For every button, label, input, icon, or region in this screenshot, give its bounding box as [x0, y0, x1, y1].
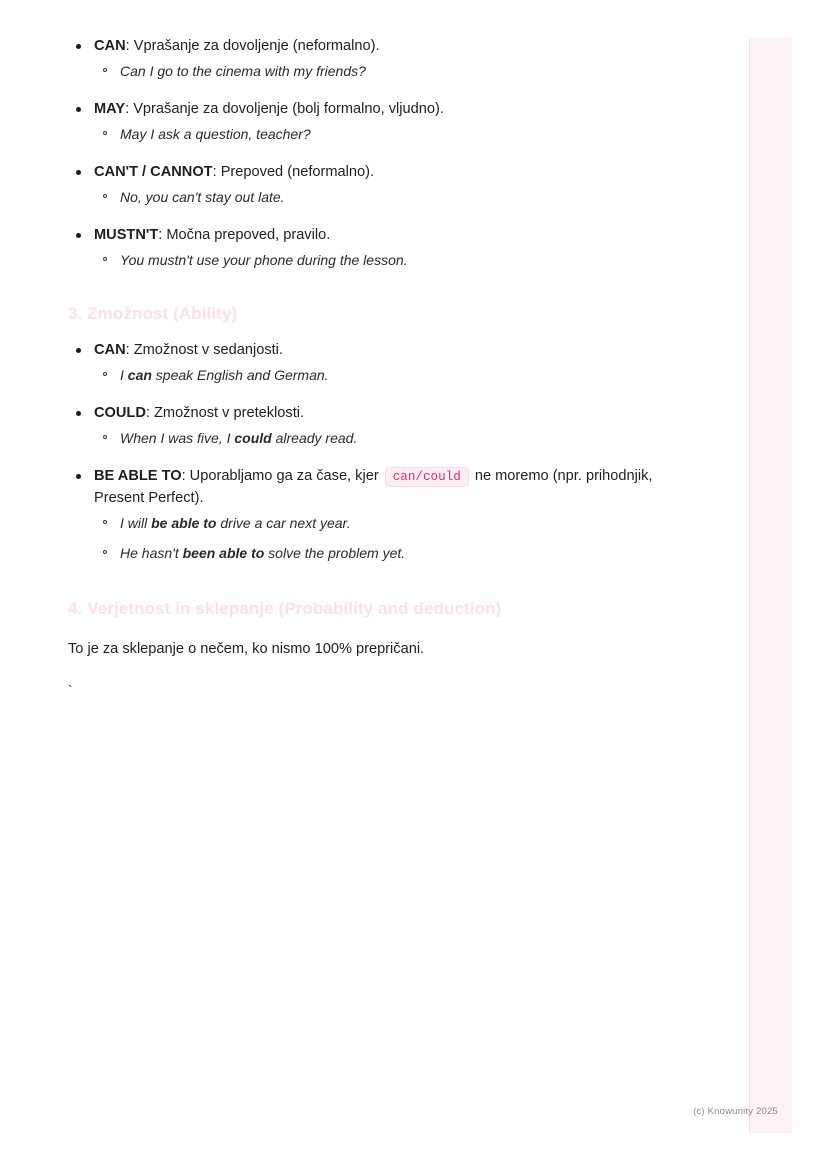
footer-copyright: (c) Knowunity 2025	[693, 1106, 778, 1117]
list-item-term: MAY	[94, 101, 126, 117]
list-item	[68, 340, 688, 385]
example-item	[94, 513, 688, 533]
example-list	[94, 250, 688, 270]
list-item	[68, 99, 688, 144]
example-text: No, you can't stay out late.	[120, 189, 285, 205]
example-emphasis: could	[234, 430, 272, 446]
list-item-term: BE ABLE TO	[94, 468, 182, 484]
list-item-definition: : Zmožnost v sedanjosti.	[125, 342, 283, 358]
example-text-tail: already read.	[271, 430, 358, 446]
list-item	[68, 403, 688, 448]
list-item-text	[94, 162, 688, 183]
bullet-list-ability	[68, 340, 688, 563]
inline-code-can-could: can/could	[385, 467, 469, 487]
example-text: I	[120, 367, 128, 383]
example-item	[94, 428, 688, 448]
list-item	[68, 466, 688, 563]
list-item-term: CAN	[94, 38, 126, 54]
list-item-text	[94, 340, 688, 361]
list-item-definition: : Zmožnost v preteklosti.	[145, 405, 305, 421]
list-item-term: CAN	[94, 342, 126, 358]
list-item-definition: : Prepoved (neformalno).	[212, 164, 375, 180]
example-emphasis: been able to	[182, 545, 265, 561]
list-item-text	[94, 403, 688, 424]
example-text: May I ask a question, teacher?	[120, 126, 311, 142]
example-text-tail: drive a car next year.	[216, 515, 351, 531]
example-item	[94, 365, 688, 385]
example-list	[94, 513, 688, 563]
section-4-paragraph: To je za sklepanje o nečem, ko nismo 100% prepričani.	[68, 641, 425, 657]
list-item-definition: : Vprašanje za dovoljenje (bolj formalno, vljudno).	[125, 101, 444, 117]
list-item-term: COULD	[94, 405, 146, 421]
list-item-text	[94, 99, 688, 120]
example-item	[94, 124, 688, 144]
example-list	[94, 428, 688, 448]
document-content	[68, 36, 688, 698]
example-text: You mustn't use your phone during the lesson.	[120, 252, 408, 268]
example-item	[94, 61, 688, 81]
list-item	[68, 225, 688, 270]
example-emphasis: be able to	[151, 515, 217, 531]
example-item	[94, 250, 688, 270]
page-side-band	[749, 38, 792, 1133]
list-item-definition: : Močna prepoved, pravilo.	[158, 227, 331, 243]
example-emphasis: can	[127, 367, 152, 383]
example-text: He hasn't	[120, 545, 183, 561]
example-item	[94, 187, 688, 207]
list-item-text	[94, 36, 688, 57]
section-heading-3: 3. Zmožnost (Ability)	[68, 304, 238, 323]
example-text: When I was five, I	[120, 430, 235, 446]
example-text-tail: solve the problem yet.	[264, 545, 406, 561]
example-list	[94, 61, 688, 81]
list-item-term: CAN'T / CANNOT	[94, 164, 213, 180]
bullet-list-permission	[68, 36, 688, 270]
list-item-term: MUSTN'T	[94, 227, 159, 243]
list-item-definition: : Vprašanje za dovoljenje (neformalno).	[125, 38, 380, 54]
trailing-backtick: `	[68, 682, 74, 698]
example-list	[94, 124, 688, 144]
list-item	[68, 36, 688, 81]
example-list	[94, 187, 688, 207]
list-item	[68, 162, 688, 207]
list-item-definition-tail: ne moremo (npr. prihodnjik, Present Perfect).	[94, 468, 653, 506]
list-item-text	[94, 225, 688, 246]
example-text-tail: speak English and German.	[151, 367, 329, 383]
list-item-definition: : Uporabljamo ga za čase, kjer	[181, 468, 383, 484]
example-list	[94, 365, 688, 385]
example-item	[94, 543, 688, 563]
example-text: I will	[120, 515, 152, 531]
section-heading-4: 4. Verjetnost in sklepanje (Probability and deduction)	[68, 599, 502, 618]
list-item-text	[94, 466, 688, 509]
example-text: Can I go to the cinema with my friends?	[120, 63, 366, 79]
